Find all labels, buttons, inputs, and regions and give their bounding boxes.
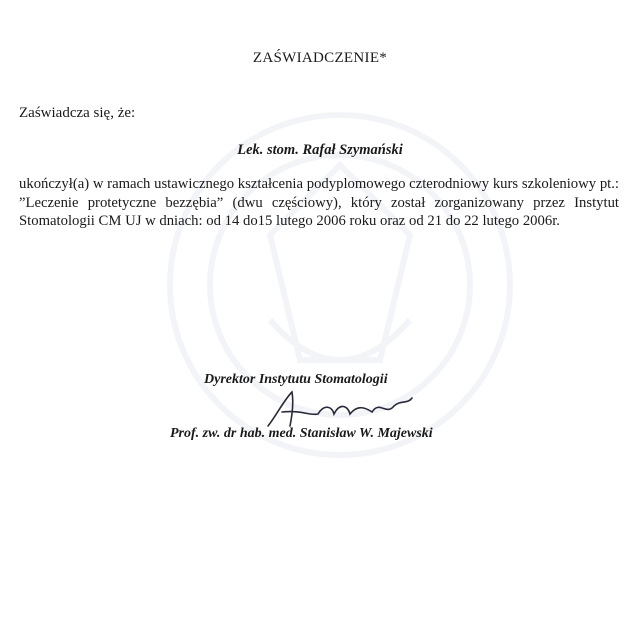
certificate-body-text: ukończył(a) w ramach ustawicznego kształcenia podyplomowego czterodniowy kurs szkoleniowy pt.: ”Leczenie protetyczne bezzębia” (dwu częściowy), który został zorganizowany przez Instytut Stomatologii CM UJ w dniach: od 14 do15 lutego 2006 roku oraz od 21 do 22 lutego 2006r. [19, 176, 619, 229]
document-title: ZAŚWIADCZENIE* [252, 50, 388, 66]
signer-name: Prof. zw. dr hab. med. Stanisław W. Majewski [170, 426, 433, 441]
signer-title: Dyrektor Instytutu Stomatologii [204, 372, 388, 387]
recipient-name: Lek. stom. Rafał Szymański [237, 142, 403, 158]
intro-text: Zaświadcza się, że: [19, 105, 136, 121]
